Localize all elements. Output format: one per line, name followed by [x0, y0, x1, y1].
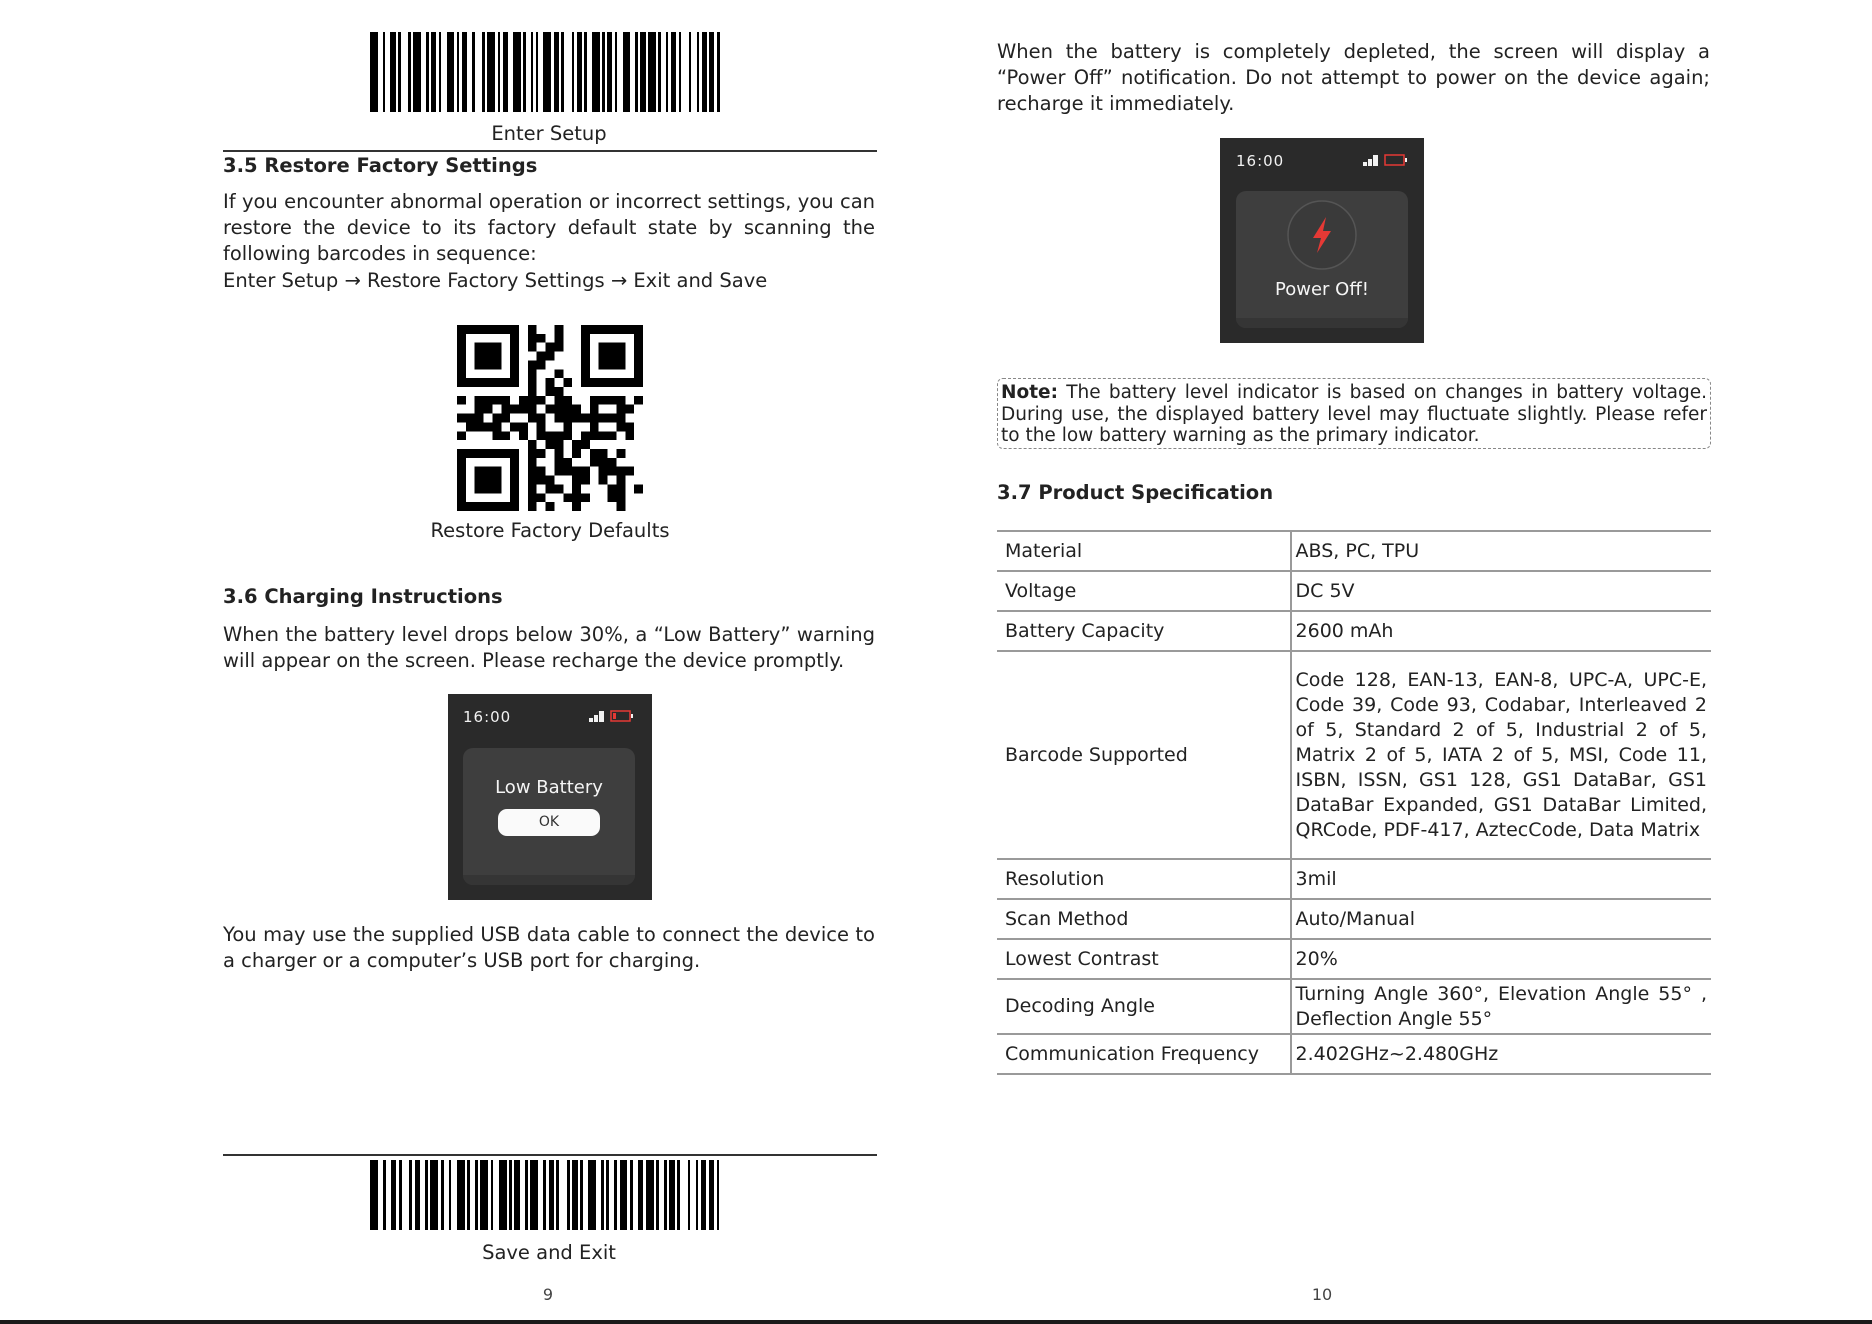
spec-row: [997, 859, 1711, 899]
page-number: 9: [542, 1285, 554, 1304]
spec-key: Scan Method: [997, 899, 1291, 939]
spec-value: 2600 mAh: [1291, 611, 1711, 651]
spec-row: [997, 611, 1711, 651]
spec-value: DC 5V: [1291, 571, 1711, 611]
spec-row: [997, 571, 1711, 611]
screen-clock: 16:00: [1236, 152, 1285, 170]
enter-setup-barcode: [370, 32, 728, 112]
spec-value: ABS, PC, TPU: [1291, 531, 1711, 571]
enter-setup-caption: Enter Setup: [491, 122, 607, 145]
section-heading-charging: 3.6 Charging Instructions: [223, 585, 503, 608]
note-label: Note:: [1001, 382, 1058, 403]
power-off-dialog: [1236, 191, 1408, 328]
spec-key: Battery Capacity: [997, 611, 1291, 651]
spec-key: Lowest Contrast: [997, 939, 1291, 979]
section-heading-spec: 3.7 Product Specification: [997, 481, 1274, 504]
spec-table: [997, 530, 1711, 1075]
spec-value: 2.402GHz~2.480GHz: [1291, 1034, 1711, 1074]
save-exit-barcode: [370, 1160, 728, 1230]
section-heading-restore: 3.5 Restore Factory Settings: [223, 154, 538, 177]
dialog-message: Power Off!: [1275, 279, 1369, 300]
usb-paragraph: You may use the supplied USB data cable to connect the device to a charger or a computer’s USB port for charging.: [223, 923, 875, 972]
spec-key: Resolution: [997, 859, 1291, 899]
spec-value: Auto/Manual: [1291, 899, 1711, 939]
spec-value: 20%: [1291, 939, 1711, 979]
battery-icon: [1384, 154, 1408, 166]
qr-code-icon: [457, 325, 643, 511]
screen-clock: 16:00: [463, 708, 512, 726]
spec-row: [997, 651, 1711, 859]
spec-value: 3mil: [1291, 859, 1711, 899]
spec-row: [997, 531, 1711, 571]
signal-icon: [1363, 154, 1379, 166]
spec-key: Material: [997, 531, 1291, 571]
spec-key: Decoding Angle: [997, 979, 1291, 1034]
spec-value: Turning Angle 360°, Elevation Angle 55° , Deflection Angle 55°: [1291, 979, 1711, 1034]
divider: [223, 150, 877, 152]
divider: [223, 1154, 877, 1156]
restore-paragraph: If you encounter abnormal operation or incorrect settings, you can restore the device to its factory default state by scanning the following barcodes in sequence:: [223, 190, 875, 265]
note-text: The battery level indicator is based on changes in battery voltage. During use, the displayed battery level may fluctuate slightly. Please refer to the low battery warning as the primary indicator.: [1001, 382, 1707, 446]
lightning-icon: [1286, 199, 1358, 271]
page-edge-line: [0, 1320, 1872, 1324]
battery-icon: [610, 710, 634, 722]
spec-value: Code 128, EAN-13, EAN-8, UPC-A, UPC-E, Code 39, Code 93, Codabar, Interleaved 2 of 5, Standard 2 of 5, Industrial 2 of 5, Matrix 2 of 5, IATA 2 of 5, MSI, Code 11, ISBN, ISSN, GS1 128, GS1 DataBar, GS1 DataBar Expanded, GS1 DataBar Limited, QRCode, PDF-417, AztecCode, Data Matrix: [1291, 651, 1711, 859]
low-battery-screen: [448, 694, 652, 900]
spec-row: [997, 979, 1711, 1034]
spec-row: [997, 899, 1711, 939]
right-page: [936, 0, 1872, 1324]
spec-row: [997, 939, 1711, 979]
power-off-paragraph: When the battery is completely depleted, the screen will display a “Power Off” notification. Do not attempt to power on the device again; recharge it immediately.: [997, 40, 1710, 115]
spec-key: Barcode Supported: [997, 651, 1291, 859]
restore-sequence: Enter Setup → Restore Factory Settings → Exit and Save: [223, 269, 768, 292]
spec-key: Communication Frequency: [997, 1034, 1291, 1074]
qr-caption: Restore Factory Defaults: [430, 519, 670, 542]
note-paragraph: [1001, 382, 1707, 447]
ok-button[interactable]: OK: [498, 809, 600, 836]
low-battery-dialog: [463, 748, 635, 885]
power-off-screen: [1220, 138, 1424, 343]
spec-row: [997, 1034, 1711, 1074]
charging-paragraph: When the battery level drops below 30%, a “Low Battery” warning will appear on the screen. Please recharge the device promptly.: [223, 623, 875, 672]
save-exit-caption: Save and Exit: [482, 1241, 616, 1264]
note-box: [997, 378, 1711, 449]
page-number: 10: [1311, 1285, 1333, 1304]
dialog-message: Low Battery: [495, 777, 603, 798]
signal-icon: [589, 710, 605, 722]
spec-key: Voltage: [997, 571, 1291, 611]
